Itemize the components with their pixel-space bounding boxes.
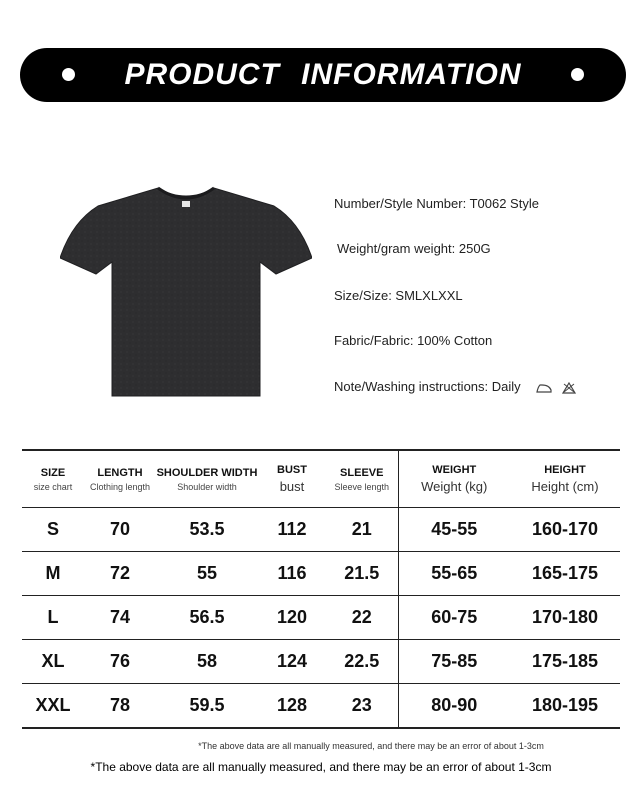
header-shoulder: SHOULDER WIDTH Shoulder width: [156, 450, 258, 508]
cell-size: XXL: [22, 684, 84, 729]
cell-weight: 60-75: [398, 596, 510, 640]
cell-height: 170-180: [510, 596, 620, 640]
cell-bust: 124: [258, 640, 326, 684]
measurement-note: *The above data are all manually measured, and there may be an error of about 1-3cm: [90, 760, 552, 774]
measurement-note-small: *The above data are all manually measured, and there may be an error of about 1-3cm: [198, 741, 544, 751]
page-title: PRODUCT INFORMATION: [124, 58, 522, 91]
spec-style-number: Number/Style Number: T0062 Style: [334, 196, 539, 211]
cell-size: XL: [22, 640, 84, 684]
cell-shoulder: 59.5: [156, 684, 258, 729]
header-size: SIZE size chart: [22, 450, 84, 508]
header-length: LENGTH Clothing length: [84, 450, 156, 508]
header-weight: WEIGHT Weight (kg): [398, 450, 510, 508]
cell-weight: 75-85: [398, 640, 510, 684]
spec-weight: Weight/gram weight: 250G: [337, 241, 491, 256]
cell-length: 74: [84, 596, 156, 640]
table-row: [22, 596, 620, 640]
iron-icon: [536, 382, 552, 394]
cell-shoulder: 53.5: [156, 508, 258, 552]
table-row: [22, 552, 620, 596]
cell-length: 72: [84, 552, 156, 596]
cell-weight: 45-55: [398, 508, 510, 552]
banner-dot-right: [571, 68, 584, 81]
cell-weight: 55-65: [398, 552, 510, 596]
cell-bust: 116: [258, 552, 326, 596]
spec-washing-row: [334, 379, 576, 394]
cell-bust: 120: [258, 596, 326, 640]
cell-size: L: [22, 596, 84, 640]
cell-length: 70: [84, 508, 156, 552]
shirt-label-icon: [182, 201, 190, 207]
cell-size: M: [22, 552, 84, 596]
title-banner: [20, 48, 626, 102]
cell-shoulder: 58: [156, 640, 258, 684]
cell-sleeve: 21.5: [326, 552, 398, 596]
spec-washing: Note/Washing instructions: Daily: [334, 379, 521, 394]
header-sleeve: SLEEVE Sleeve length: [326, 450, 398, 508]
cell-length: 76: [84, 640, 156, 684]
spec-fabric: Fabric/Fabric: 100% Cotton: [334, 333, 493, 348]
size-chart-table: [22, 449, 620, 729]
cell-height: 160-170: [510, 508, 620, 552]
table-row: [22, 508, 620, 552]
table-row: [22, 684, 620, 729]
cell-length: 78: [84, 684, 156, 729]
cell-sleeve: 23: [326, 684, 398, 729]
cell-size: S: [22, 508, 84, 552]
cell-bust: 128: [258, 684, 326, 729]
cell-bust: 112: [258, 508, 326, 552]
banner-dot-left: [62, 68, 75, 81]
cell-sleeve: 22.5: [326, 640, 398, 684]
header-height: HEIGHT Height (cm): [510, 450, 620, 508]
cell-height: 180-195: [510, 684, 620, 729]
cell-height: 175-185: [510, 640, 620, 684]
header-bust: BUST bust: [258, 450, 326, 508]
cell-sleeve: 21: [326, 508, 398, 552]
cell-sleeve: 22: [326, 596, 398, 640]
table-header-row: [22, 450, 620, 508]
cell-height: 165-175: [510, 552, 620, 596]
cell-weight: 80-90: [398, 684, 510, 729]
cell-shoulder: 56.5: [156, 596, 258, 640]
spec-size: Size/Size: SMLXLXXL: [334, 288, 463, 303]
table-row: [22, 640, 620, 684]
tshirt-image: [60, 182, 312, 398]
no-bleach-icon: [562, 382, 576, 394]
cell-shoulder: 55: [156, 552, 258, 596]
